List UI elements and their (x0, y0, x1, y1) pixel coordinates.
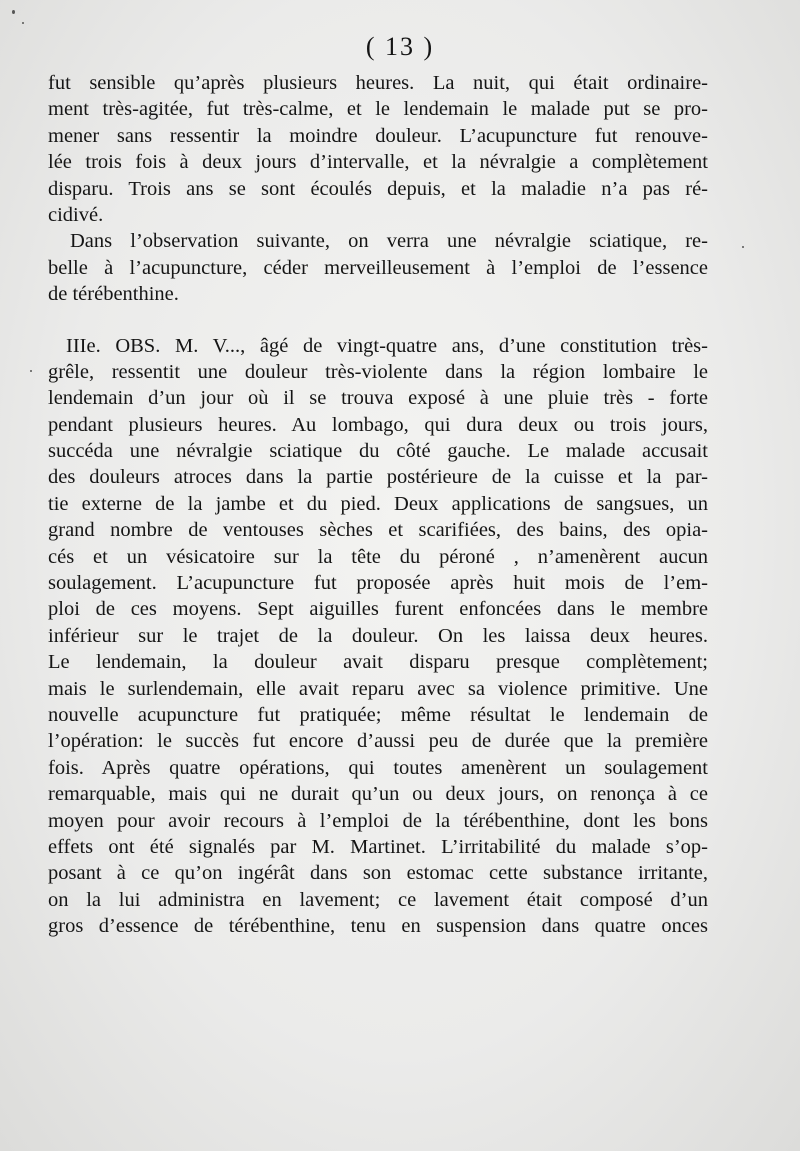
text-line: Dans l’observation suivante, on verra une névralgie sciatique, re- (70, 230, 708, 253)
text-line: cés et un vésicatoire sur la tête du péroné , n’amenèrent aucun (48, 545, 708, 568)
text-line: inférieur sur le trajet de la douleur. On les laissa deux heures. (48, 624, 708, 647)
text-line: pendant plusieurs heures. Au lombago, qui dura deux ou trois jours, (48, 413, 708, 436)
text-line: posant à ce qu’on ingérât dans son estomac cette substance irritante, (48, 862, 708, 885)
text-line: succéda une névralgie sciatique du côté gauche. Le malade accusait (48, 440, 708, 463)
text-line: grêle, ressentit une douleur très-violente dans la région lombaire le (48, 360, 708, 383)
paragraph-gap (48, 308, 708, 333)
text-line: remarquable, mais qui ne durait qu’un ou deux jours, on renonça à ce (48, 783, 708, 806)
text-line: ment très-agitée, fut très-calme, et le lendemain le malade put se pro- (48, 98, 708, 121)
text-line: ploi de ces moyens. Sept aiguilles furent enfoncées dans le membre (48, 598, 708, 621)
text-line: lée trois fois à deux jours d’intervalle, et la névralgie a complètement (48, 151, 708, 174)
paper-speck (22, 22, 24, 24)
text-line: tie externe de la jambe et du pied. Deux applications de sangsues, un (48, 492, 708, 515)
body-text (48, 70, 708, 940)
text-line: fut sensible qu’après plusieurs heures. La nuit, qui était ordinaire- (48, 72, 708, 94)
text-line: belle à l’acupuncture, céder merveilleusement à l’emploi de l’essence (48, 256, 708, 279)
text-line: lendemain d’un jour où il se trouva exposé à une pluie très - forte (48, 387, 708, 410)
text-line: nouvelle acupuncture fut pratiquée; même résultat le lendemain de (48, 703, 708, 726)
page-number: ( 13 ) (365, 32, 435, 61)
paper-speck (30, 370, 32, 372)
paper-speck (742, 246, 744, 248)
paragraph-continuation (48, 70, 708, 228)
text-line: on la lui administra en lavement; ce lavement était composé d’un (48, 888, 708, 911)
text-line: IIIe. OBS. M. V..., âgé de vingt-quatre ans, d’une constitution très- (66, 334, 708, 357)
text-line: moyen pour avoir recours à l’emploi de la térébenthine, dont les bons (48, 809, 708, 832)
observation-paragraph (48, 333, 708, 940)
text-line: cidivé. (48, 203, 104, 226)
text-line: des douleurs atroces dans la partie postérieure de la cuisse et la par- (48, 466, 708, 489)
text-line: grand nombre de ventouses sèches et scarifiées, des bains, des opia- (48, 519, 708, 542)
text-line: fois. Après quatre opérations, qui toutes amenèrent un soulagement (48, 756, 708, 779)
text-line: soulagement. L’acupuncture fut proposée après huit mois de l’em- (48, 572, 708, 595)
text-line: Le lendemain, la douleur avait disparu presque complètement; (48, 651, 708, 674)
text-line: mais le surlendemain, elle avait reparu avec sa violence primitive. Une (48, 677, 708, 700)
text-line: disparu. Trois ans se sont écoulés depuis, et la maladie n’a pas ré- (48, 177, 708, 200)
text-line: effets ont été signalés par M. Martinet. L’irritabilité du malade s’op- (48, 835, 708, 858)
text-line: mener sans ressentir la moindre douleur. L’acupuncture fut renouve- (48, 124, 708, 147)
text-line: de térébenthine. (48, 283, 179, 306)
text-line: gros d’essence de térébenthine, tenu en suspension dans quatre onces (48, 915, 708, 938)
paragraph-transition (48, 228, 708, 307)
paper-speck (12, 10, 15, 14)
text-line: l’opération: le succès fut encore d’aussi peu de durée que la première (48, 730, 708, 753)
